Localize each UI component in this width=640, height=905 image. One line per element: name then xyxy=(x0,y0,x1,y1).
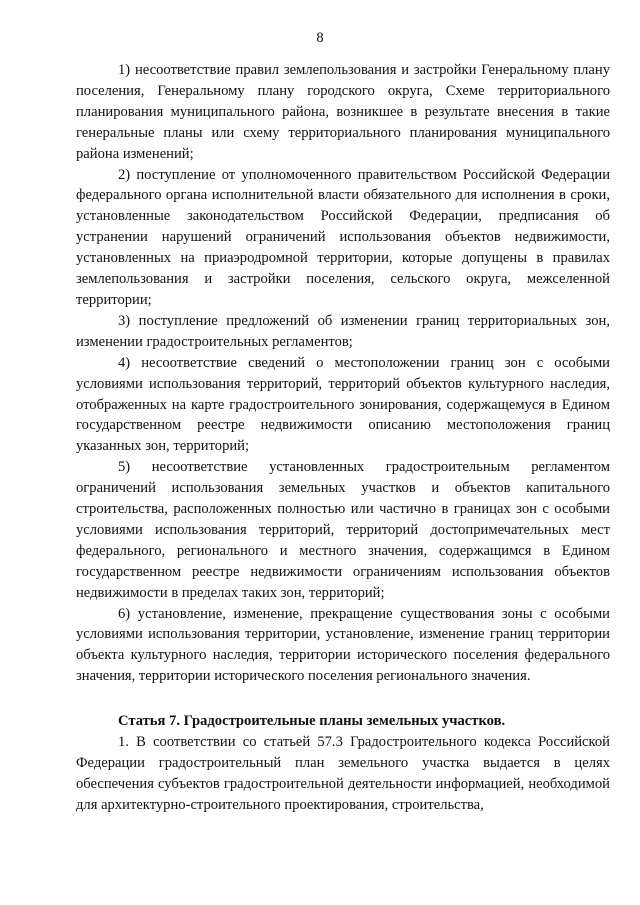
article-paragraph: 1. В соответствии со статьей 57.3 Градостроительного кодекса Российской Федерации градостроительный план земельного участка выдается в целях обеспечения субъектов градостроительной деятельности информацией, необходимой для архитектурно-строительного проектирования, строительства, xyxy=(76,734,610,813)
list-item: 6) установление, изменение, прекращение существования зоны с особыми условиями использования территории, установление, изменение границ территории объекта культурного наследия, территории исторического поселения федерального значения, территории исторического поселения регионального значения. xyxy=(76,605,610,685)
document-body xyxy=(76,60,610,816)
page-number: 8 xyxy=(316,30,324,46)
list-item: 3) поступление предложений об изменении границ территориальных зон, изменении градостроительных регламентов; xyxy=(76,312,610,350)
list-item: 4) несоответствие сведений о местоположении границ зон с особыми условиями использования территорий, территорий объектов культурного наследия, отображенных на карте градостроительного зонирования, содержащемуся в Едином государственном реестре недвижимости описанию местоположения границ указанных зон, территорий; xyxy=(76,354,610,455)
article-heading: Статья 7. Градостроительные планы земельных участков. xyxy=(118,713,506,730)
list-item: 5) несоответствие установленных градостроительным регламентом ограничений использования земельных участков и объектов капитального строительства, расположенных полностью или частично в границах зон с особыми условиями использования территорий, территорий достопримечательных мест федерального, регионального и местного значения, содержащимся в Едином государственном реестре недвижимости ограничениям использования объектов недвижимости в пределах таких зон, территорий; xyxy=(76,459,610,601)
list-item: 1) несоответствие правил землепользования и застройки Генеральному плану поселения, Генеральному плану городского округа, Схеме территориального планирования муниципального района, возникшее в результате внесения в такие генеральные планы или схему территориального планирования муниципального района изменений; xyxy=(76,62,610,162)
list-item: 2) поступление от уполномоченного правительством Российской Федерации федерального органа исполнительной власти обязательного для исполнения в сроки, установленные законодательством Российской Федерации, предписания об устранении нарушений ограничений использования объектов недвижимости, установленных на приаэродромной территории, которые допущены в правилах землепользования и застройки поселения, сельского округа, межселенной территории; xyxy=(76,166,610,308)
